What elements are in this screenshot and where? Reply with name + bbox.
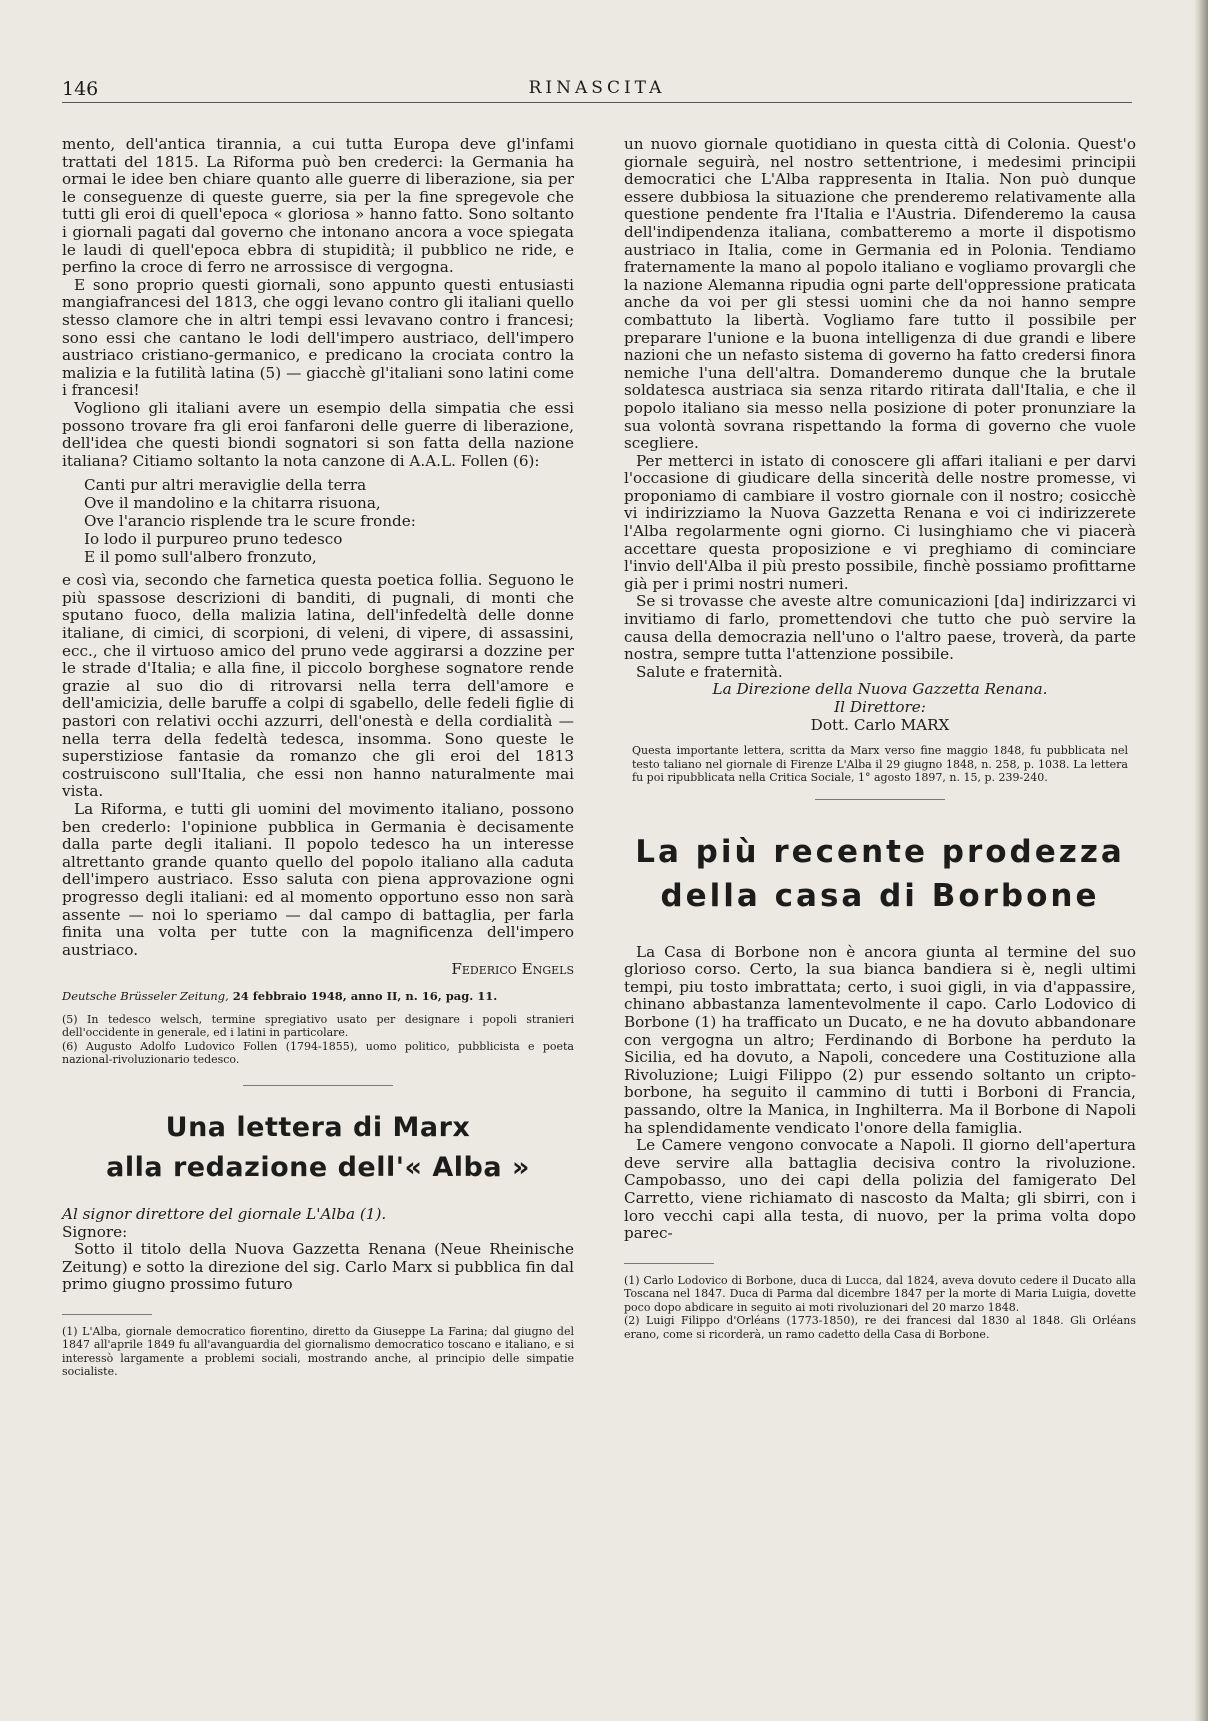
borbone-paragraph-1: La Casa di Borbone non è ancora giunta al termine del suo glorioso corso. Certo, la sua bianca bandiera si è, negli ultimi tempi, piu tosto imbrattata; certo, i suoi gigli, in via d'appassire, chinano abbastanza lamentevolmente il capo. Carlo Lodovico di Borbone (1) ha trafficato un Ducato, e ne ha dovuto abbandonare con vergogna un altro; Ferdinando di Borbone ha perduto la Sicilia, ed ha dovuto, a Napoli, concedere una Costituzione alla Rivoluzione; Luigi Filippo (2) pur essendo soltanto un cripto-borbone, ha seguito il cammino di tutti i Borboni di Francia, passando, oltre la Manica, in Inghilterra. Ma il Borbone di Napoli ha splendidamente vendicato l'onore della famiglia. — [624, 942, 1136, 1137]
engels-paragraph-2: E sono proprio questi giornali, sono appunto questi entusiasti mangiafrancesi del 1813, che oggi levano contro gli italiani quello stesso clamore che in altri tempi essi levavano contro i francesi; sono essi che cantano le lodi dell'impero austriaco, dell'impero austriaco cristiano-germanico, e predicano la crociata contro la malizia e la futilità latina (5) — giacchè gl'italiani sono latini come i francesi! — [62, 275, 574, 400]
engels-source — [62, 989, 574, 1003]
borbone-footnotes — [624, 1274, 1136, 1342]
footnote-rule — [624, 1263, 714, 1264]
page-header — [62, 78, 1132, 103]
letter-signore: Signore: — [62, 1222, 128, 1241]
poem-line: Ove l'arancio risplende tra le scure fronde: — [84, 512, 416, 531]
letter-signature-name: Dott. Carlo MARX — [810, 715, 950, 734]
letter-paragraph-4: Se si trovasse che aveste altre comunicazioni [da] indirizzarci vi invitiamo di farlo, promettendovi che tutto che può servire la causa della democrazia nell'uno o l'altro paese, troverà, da parte nostra, sempre tutta l'attenzione possibile. — [624, 592, 1136, 664]
source-details: 24 febbraio 1948, anno II, n. 16, pag. 11. — [228, 988, 498, 1003]
engels-footnotes — [62, 1013, 574, 1067]
poem-line: Canti pur altri meraviglie della terra — [84, 476, 367, 495]
letter-editorial-note: Questa importante lettera, scritta da Marx verso fine maggio 1848, fu pubblicata nel testo taliano nel giornale di Firenze L'Alba il 29 giugno 1848, n. 258, p. 1038. La lettera fu poi ripubblicata nella Critica Sociale, 1° agosto 1897, n. 15, p. 239-240. — [632, 744, 1128, 785]
alba-footnote — [62, 1325, 574, 1379]
source-journal: Deutsche Brüsseler Zeitung, — [62, 988, 229, 1003]
headline-line: La più recente prodezza — [635, 833, 1125, 870]
poem-line: Io lodo il purpureo pruno tedesco — [84, 530, 343, 549]
marx-letter-headline — [62, 1108, 574, 1188]
letter-salutation: Al signor direttore del giornale L'Alba (1). — [62, 1204, 387, 1223]
engels-signature: Federico Engels — [451, 960, 574, 979]
letter-closing: Salute e fraternità. — [636, 662, 783, 681]
engels-paragraph-3: Vogliono gli italiani avere un esempio della simpatia che essi possono trovare fra gli eroi fanfaroni delle guerre di liberazione, dell'idea che questi biondi sognatori si son fatta della nazione italiana? Citiamo soltanto la nota canzone di A.A.L. Follen (6): — [62, 398, 574, 470]
footnote-5: (5) In tedesco welsch, termine spregiativo usato per designare i popoli stranieri dell'occidente in generale, ed i latini in particolare. — [62, 1012, 574, 1040]
poem-line: Ove il mandolino e la chitarra risuona, — [84, 494, 381, 513]
letter-paragraph-3: Per metterci in istato di conoscere gli affari italiani e per darvi l'occasione di giudicare della sincerità delle nostre promesse, vi proponiamo di cambiare il vostro giornale con il nostro; cosicchè vi indirizziamo la Nuova Gazzetta Renana e voi ci indirizzerete l'Alba regolarmente ogni giorno. Ci lusinghiamo che vi piacerà accettare questa proposizione e vi preghiamo di cominciare l'invio dell'Alba il più presto possibile, finchè possiamo profittarne già per i primi nostri numeri. — [624, 451, 1136, 593]
borbone-headline — [624, 830, 1136, 918]
spacer — [624, 918, 1136, 944]
follen-poem — [84, 476, 574, 566]
section-divider — [243, 1085, 393, 1086]
section-divider — [815, 799, 945, 800]
headline-line: alla redazione dell'« Alba » — [106, 1151, 530, 1183]
footnote-rule — [62, 1314, 152, 1315]
letter-signature-org: La Direzione della Nuova Gazzetta Renana. — [712, 680, 1048, 699]
left-column — [62, 136, 574, 1379]
footnote-2: (2) Luigi Filippo d'Orléans (1773-1850), re dei francesi dal 1830 al 1848. Gli Orléans erano, come si ricorderà, un ramo cadetto della Casa di Borbone. — [624, 1314, 1136, 1341]
page-number: 146 — [62, 78, 99, 100]
running-title: RINASCITA — [528, 78, 666, 98]
right-column — [624, 136, 1136, 1341]
spacer — [62, 1188, 574, 1206]
letter-paragraph-1: Sotto il titolo della Nuova Gazzetta Renana (Neue Rheinische Zeitung) e sotto la direzione del sig. Carlo Marx si pubblica fin dal primo giugno prossimo futuro — [62, 1240, 574, 1294]
engels-paragraph-1: mento, dell'antica tirannia, a cui tutta Europa deve gl'infami trattati del 1815. La Riforma può ben crederci: la Germania ha ormai le idee ben chiare quanto alle guerre di liberazione, sia per le conseguenze di queste guerre, sia per la fine spregevole che tutti gli eroi di quell'epoca « gloriosa » hanno fatto. Sono soltanto i giornali pagati dal governo che intonano ancora a voce spiegata le laudi di quell'epoca ebbra di stupidità; il pubblico ne ride, e perfino la croce di ferro ne arrossisce di vergogna. — [62, 135, 574, 277]
headline-line: Una lettera di Marx — [165, 1111, 471, 1143]
letter-paragraph-2: un nuovo giornale quotidiano in questa città di Colonia. Quest'o giornale seguirà, nel nostro settentrione, i medesimi principii democratici che L'Alba rappresenta in Italia. Non può dunque essere dubbiosa la situazione che prenderemo relativamente alla questione pendente fra l'Italia e l'Austria. Difenderemo la causa dell'indipendenza italiana, combatteremo a morte il dispotismo austriaco in Italia, come in Germania ed in Polonia. Tendiamo fraternamente la mano al popolo italiano e vogliamo provargli che la nazione Alemanna ripudia ogni parte dell'oppressione praticata anche da voi per gli stessi uomini che da noi hanno sempre combattuto la libertà. Vogliamo fare tutto il possibile per preparare l'unione e la buona intelligenza di due grandi e libere nazioni che un nefasto sistema di governo ha fatto credersi finora nemiche l'una dell'altra. Domanderemo dunque che la brutale soldatesca austriaca sia senza ritardo ritirata dall'Italia, e che il popolo italiano sia messo nella posizione di poter pronunziare la sua volontà sovrana rispettando la forma di governo che vuole scegliere. — [624, 135, 1136, 453]
letter-signature-title: Il Direttore: — [834, 698, 926, 716]
footnote-1: (1) Carlo Lodovico di Borbone, duca di Lucca, dal 1824, aveva dovuto cedere il Ducato alla Toscana nel 1847. Duca di Parma dal dicembre 1847 per la morte di Maria Luigia, dovette poco dopo abdicare in seguito ai moti rivoluzionari del 20 marzo 1848. — [624, 1273, 1136, 1314]
headline-line: della casa di Borbone — [660, 877, 1100, 914]
borbone-paragraph-2: Le Camere vengono convocate a Napoli. Il giorno dell'apertura deve servire alla battaglia decisiva contro la rivoluzione. Campobasso, uno dei capi della polizia del famigerato Del Carretto, viene richiamato di nascosto da Malta; gli sbirri, con i loro vecchi capi alla testa, di nuovo, per la prima volta dopo parec- — [624, 1136, 1136, 1243]
engels-paragraph-4: e così via, secondo che farnetica questa poetica follia. Seguono le più spassose descrizioni di banditi, di pugnali, di monti che sputano fuoco, della malizia latina, dell'infedeltà delle donne italiane, di cimici, di scorpioni, di veleni, di vipere, di assassini, ecc., che il virtuoso amico del pruno vede aggirarsi a dozzine per le strade d'Italia; e alla fine, il piccolo borghese sognatore rende grazie al suo dio di ritrovarsi nella terra dell'amore e dell'amicizia, delle baruffe a colpi di sgabello, delle fedeli figlie di pastori con relativi occhi azzurri, dell'onestà e della cordialità — nella terra della fedeltà tedesca, insomma. Sono queste le superstiziose fantasie da romanzo che gli eroi del 1813 costruiscono sull'Italia, che essi non hanno naturalmente mai vista. — [62, 571, 574, 801]
page-edge-shadow — [1194, 0, 1208, 1721]
engels-paragraph-5: La Riforma, e tutti gli uomini del movimento italiano, possono ben crederlo: l'opinione pubblica in Germania è decisamente dalla parte degli italiani. Il popolo tedesco ha un interesse altrettanto grande quanto quello del popolo italiano alla caduta dell'impero austriaco. Esso saluta con piena approvazione ogni progresso degli italiani: ed al momento opportuno esso non sarà assente — noi lo speriamo — dal campo di battaglia, per farla finita una volta per tutte con la magnificenza dell'impero austriaco. — [62, 800, 574, 959]
poem-line: E il pomo sull'albero fronzuto, — [84, 548, 317, 567]
footnote-1: (1) L'Alba, giornale democratico fiorentino, diretto da Giuseppe La Farina; dal giugno del 1847 all'aprile 1849 fu all'avanguardia del giornalismo democratico toscano e italiano, e si interessò largamente a problemi sociali, mostrando anche, al principio delle simpatie socialiste. — [62, 1324, 574, 1379]
footnote-6: (6) Augusto Adolfo Ludovico Follen (1794-1855), uomo politico, pubblicista e poeta nazional-rivoluzionario tedesco. — [62, 1039, 574, 1067]
